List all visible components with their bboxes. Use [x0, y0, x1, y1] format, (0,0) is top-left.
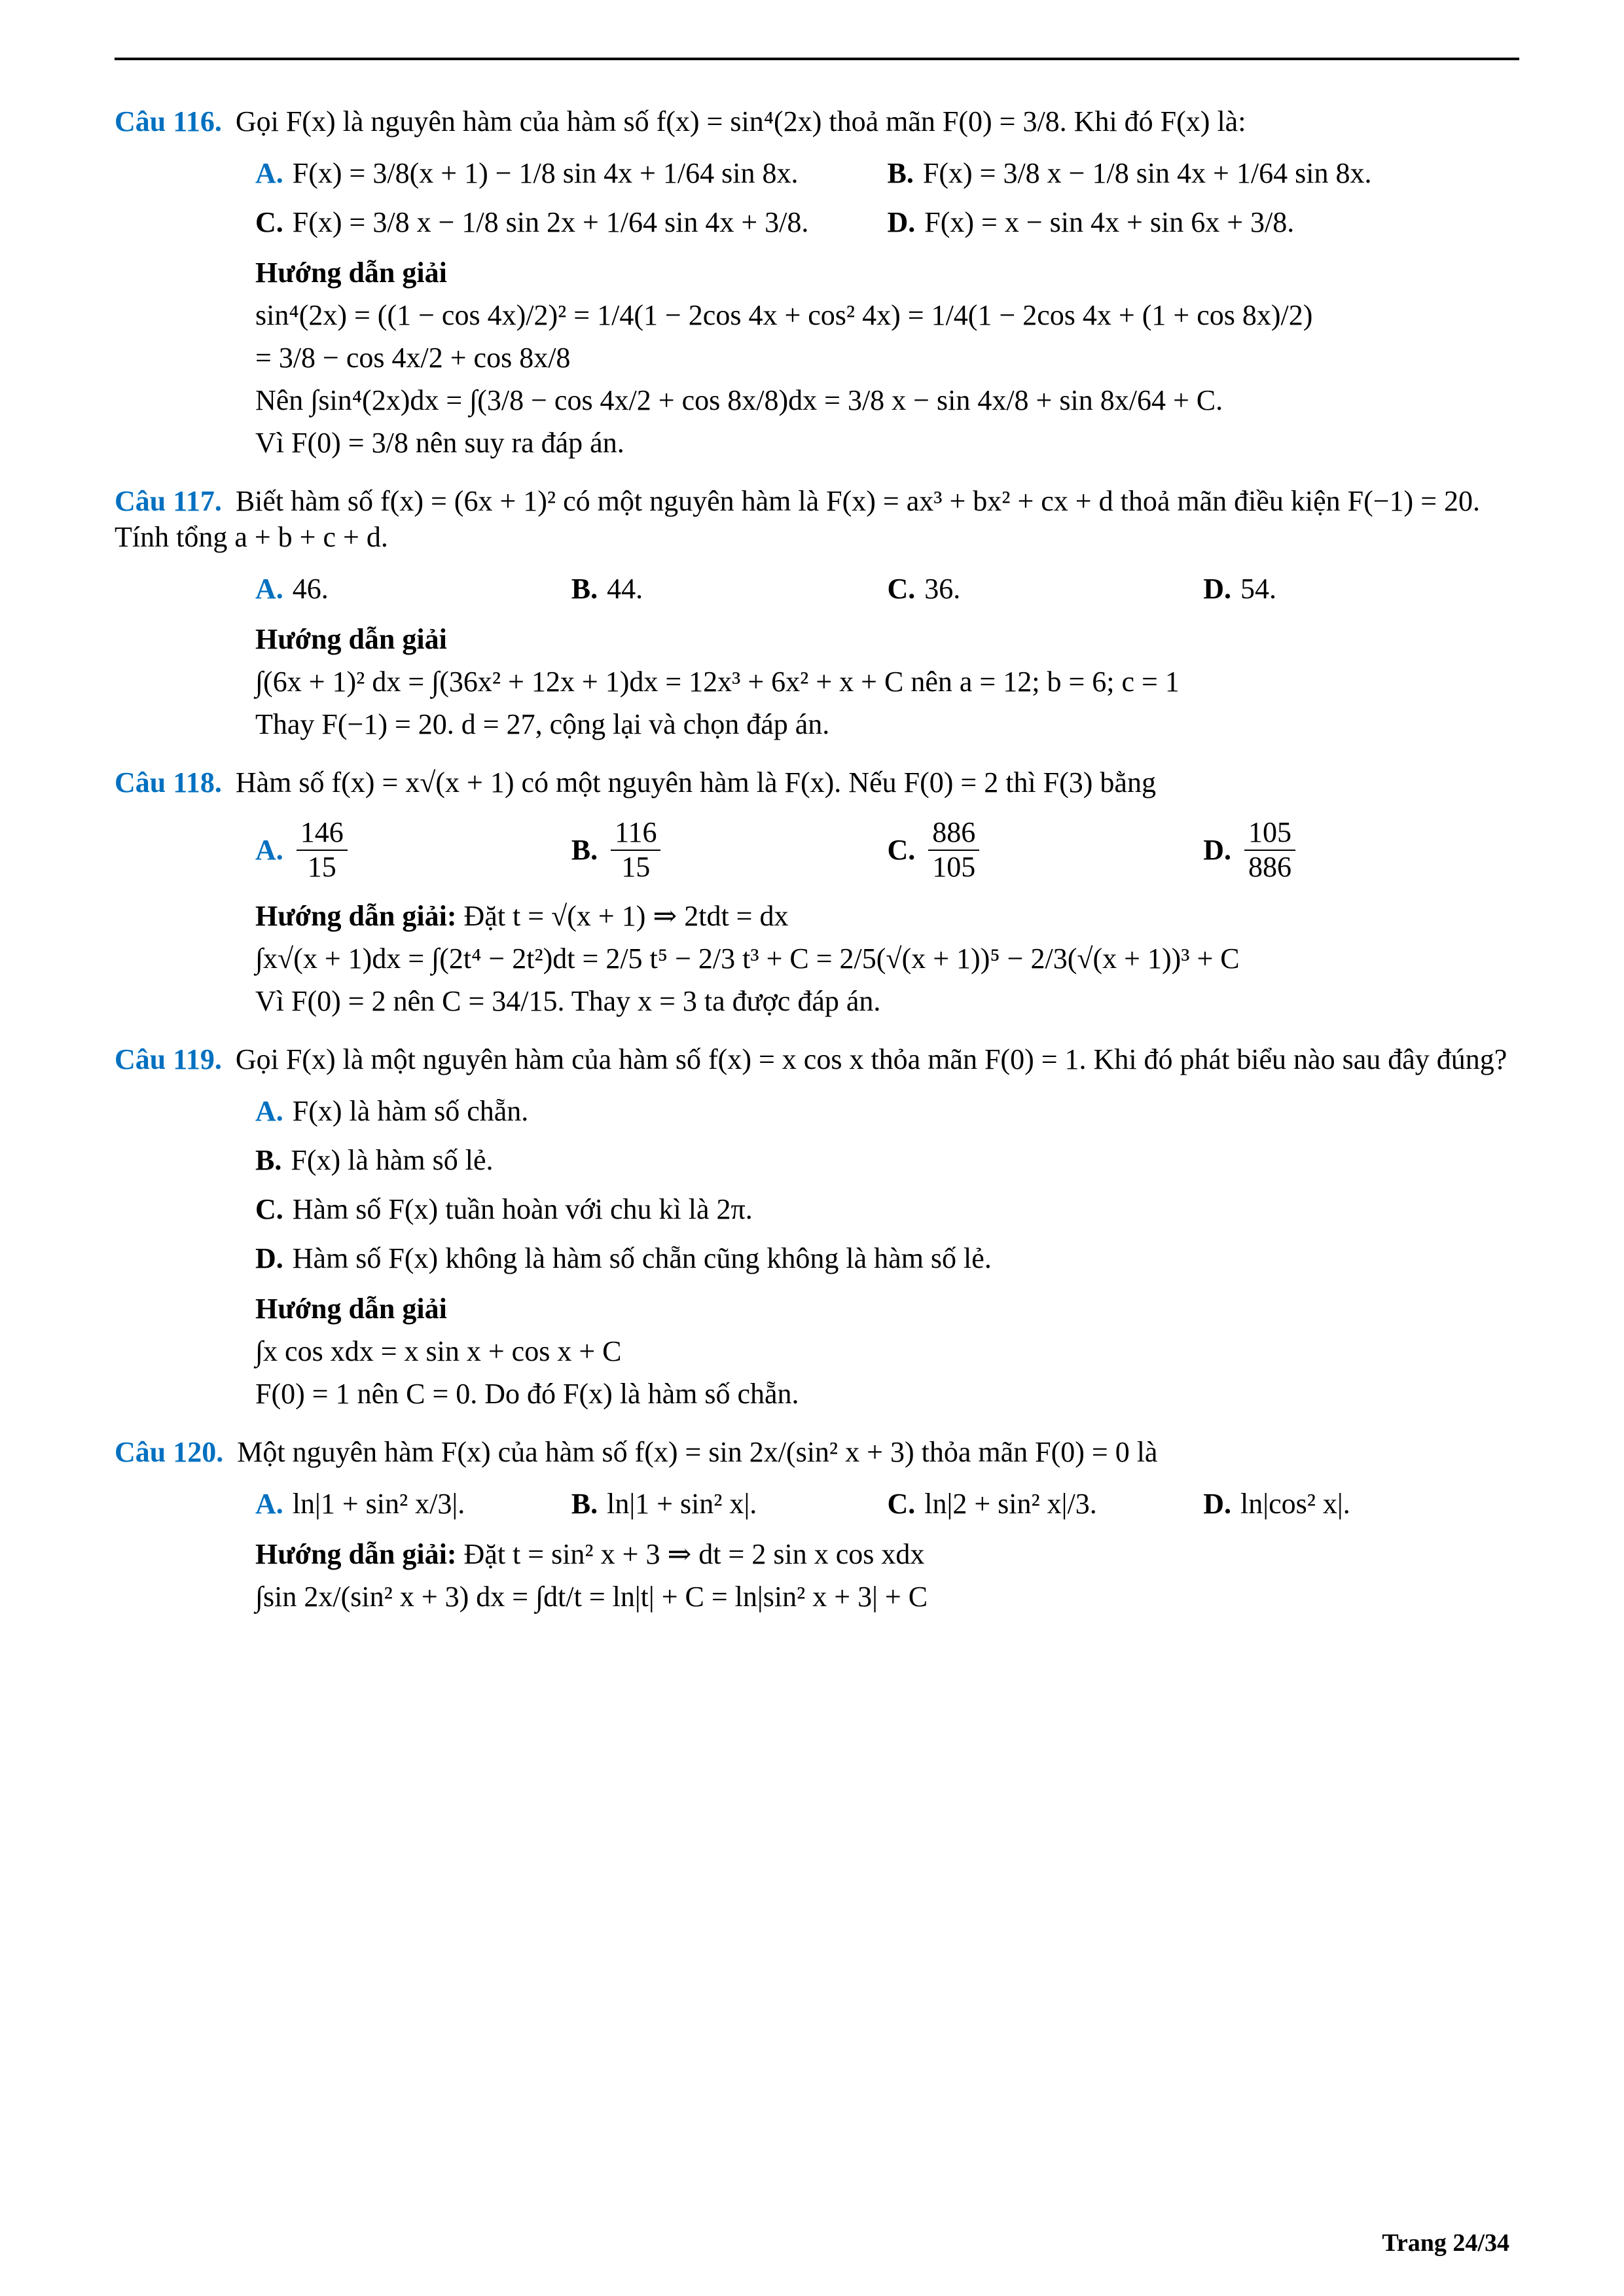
option-text: F(x) = 3/8 x − 1/8 sin 4x + 1/64 sin 8x.	[922, 157, 1372, 189]
option-label: D.	[255, 1242, 283, 1275]
page-number: Trang 24/34	[1382, 2229, 1509, 2257]
option-fraction	[611, 816, 660, 884]
top-rule	[115, 58, 1519, 60]
option-text: 54.	[1240, 573, 1277, 605]
question-title: Câu 120.	[115, 1436, 224, 1469]
option-label: B.	[571, 573, 598, 605]
option-label: D.	[1203, 834, 1232, 867]
question-stem: Biết hàm số f(x) = (6x + 1)² có một nguyên hàm là F(x) = ax³ + bx² + cx + d thoả mãn điều kiện F(−1) = 20. Tính tổng a + b + c + d.	[115, 485, 1481, 553]
question-stem: Gọi F(x) là một nguyên hàm của hàm số f(x) = x cos x thỏa mãn F(0) = 1. Khi đó phát biểu nào sau đây đúng?	[235, 1043, 1507, 1076]
question-title: Câu 119.	[115, 1043, 222, 1076]
option-text: F(x) = 3/8 x − 1/8 sin 2x + 1/64 sin 4x + 3/8.	[292, 206, 809, 238]
solution-heading: Hướng dẫn giải	[255, 1293, 447, 1325]
question-116	[115, 103, 1519, 139]
solution-line: sin⁴(2x) = ((1 − cos 4x)/2)² = 1/4(1 − 2cos 4x + cos² 4x) = 1/4(1 − 2cos 4x + (1 + cos 8x)/2)	[255, 299, 1313, 331]
solution-line: ∫x√(x + 1)dx = ∫(2t⁴ − 2t²)dt = 2/5 t⁵ − 2/3 t³ + C = 2/5(√(x + 1))⁵ − 2/3(√(x + 1))³ + C	[255, 942, 1240, 975]
solution-heading	[115, 898, 1519, 934]
solution-line: ∫sin 2x/(sin² x + 3) dx = ∫dt/t = ln|t| + C = ln|sin² x + 3| + C	[255, 1581, 928, 1613]
option-label: C.	[255, 1193, 283, 1226]
numerator: 105	[1244, 816, 1295, 851]
solution-line: Vì F(0) = 3/8 nên suy ra đáp án.	[255, 427, 624, 459]
question-title: Câu 116.	[115, 105, 222, 137]
option-text: ln|cos² x|.	[1240, 1488, 1350, 1520]
solution-line: Vì F(0) = 2 nên C = 34/15. Thay x = 3 ta được đáp án.	[255, 985, 881, 1018]
option-d[interactable]	[255, 1240, 1519, 1276]
option-b[interactable]	[571, 1486, 888, 1522]
option-c[interactable]	[255, 1191, 1519, 1227]
option-label: D.	[887, 206, 916, 238]
option-text: ln|2 + sin² x|/3.	[924, 1488, 1097, 1520]
option-label: A.	[255, 834, 283, 867]
numerator: 116	[611, 816, 660, 851]
question-120	[115, 1434, 1519, 1470]
option-text: Hàm số F(x) không là hàm số chẵn cũng không là hàm số lẻ.	[292, 1242, 992, 1275]
option-fraction	[928, 816, 979, 884]
option-label: C.	[887, 1488, 916, 1520]
option-text: ln|1 + sin² x/3|.	[292, 1488, 465, 1520]
solution-heading: Hướng dẫn giải	[255, 623, 447, 655]
question-118	[115, 764, 1519, 800]
answer-options	[115, 1479, 1519, 1528]
option-label: B.	[255, 1144, 282, 1177]
option-label: D.	[1203, 573, 1232, 605]
option-label: C.	[255, 206, 283, 238]
option-label: A.	[255, 157, 283, 189]
question-title: Câu 117.	[115, 485, 222, 517]
option-label: A.	[255, 573, 283, 605]
option-text: F(x) = x − sin 4x + sin 6x + 3/8.	[924, 206, 1295, 238]
option-label: C.	[887, 834, 916, 867]
option-label: A.	[255, 1488, 283, 1520]
option-a[interactable]	[255, 1486, 571, 1522]
solution-line: = 3/8 − cos 4x/2 + cos 8x/8	[255, 342, 571, 374]
solution-line: Thay F(−1) = 20. d = 27, cộng lại và chọn đáp án.	[255, 708, 830, 740]
solution-substitution: Đặt t = sin² x + 3 ⇒ dt = 2 sin x cos xdx	[463, 1538, 925, 1571]
numerator: 146	[297, 816, 348, 851]
question-stem: Gọi F(x) là nguyên hàm của hàm số f(x) = sin⁴(2x) thoả mãn F(0) = 3/8. Khi đó F(x) là:	[235, 105, 1246, 137]
option-a[interactable]	[255, 155, 888, 191]
document-page	[115, 92, 1519, 1615]
answer-options	[115, 1086, 1519, 1283]
option-a[interactable]	[255, 571, 571, 607]
option-c[interactable]	[888, 571, 1204, 607]
solution-heading	[115, 1536, 1519, 1572]
solution-line: ∫(6x + 1)² dx = ∫(36x² + 12x + 1)dx = 12x³ + 6x² + x + C nên a = 12; b = 6; c = 1	[255, 666, 1180, 698]
option-d[interactable]	[1203, 816, 1519, 884]
option-c[interactable]	[255, 204, 888, 240]
answer-options	[115, 564, 1519, 613]
option-d[interactable]	[1203, 1486, 1519, 1522]
option-d[interactable]	[888, 204, 1520, 240]
option-label: B.	[887, 157, 914, 189]
question-119	[115, 1041, 1519, 1077]
option-a[interactable]	[255, 1093, 1519, 1129]
solution-heading-label: Hướng dẫn giải:	[255, 1538, 457, 1571]
option-b[interactable]	[255, 1142, 1519, 1178]
solution-heading: Hướng dẫn giải	[255, 257, 447, 289]
solution-line: F(0) = 1 nên C = 0. Do đó F(x) là hàm số chẵn.	[255, 1378, 799, 1410]
option-c[interactable]	[888, 1486, 1204, 1522]
option-text: 44.	[607, 573, 643, 605]
option-label: C.	[887, 573, 916, 605]
question-stem: Hàm số f(x) = x√(x + 1) có một nguyên hàm là F(x). Nếu F(0) = 2 thì F(3) bằng	[235, 766, 1156, 798]
option-c[interactable]	[888, 816, 1204, 884]
solution-line: Nên ∫sin⁴(2x)dx = ∫(3/8 − cos 4x/2 + cos 8x/8)dx = 3/8 x − sin 4x/8 + sin 8x/64 + C.	[255, 384, 1223, 416]
option-b[interactable]	[571, 816, 888, 884]
option-fraction	[297, 816, 348, 884]
denominator: 886	[1248, 850, 1292, 883]
option-text: Hàm số F(x) tuần hoàn với chu kì là 2π.	[292, 1193, 753, 1226]
option-b[interactable]	[888, 155, 1520, 191]
denominator: 105	[932, 850, 976, 883]
question-117	[115, 483, 1519, 555]
option-text: F(x) là hàm số lẻ.	[291, 1144, 494, 1177]
option-a[interactable]	[255, 816, 571, 884]
answer-options	[115, 810, 1519, 890]
option-label: D.	[1203, 1488, 1232, 1520]
option-b[interactable]	[571, 571, 888, 607]
solution-substitution: Đặt t = √(x + 1) ⇒ 2tdt = dx	[463, 900, 789, 933]
option-label: B.	[571, 1488, 598, 1520]
question-title: Câu 118.	[115, 766, 222, 798]
option-text: F(x) là hàm số chẵn.	[292, 1095, 529, 1128]
denominator: 15	[621, 850, 651, 883]
option-text: 36.	[924, 573, 961, 605]
option-d[interactable]	[1203, 571, 1519, 607]
option-text: F(x) = 3/8(x + 1) − 1/8 sin 4x + 1/64 sin 8x.	[292, 157, 799, 189]
denominator: 15	[307, 850, 336, 883]
option-label: B.	[571, 834, 598, 867]
option-text: ln|1 + sin² x|.	[607, 1488, 757, 1520]
option-fraction	[1244, 816, 1295, 884]
numerator: 886	[928, 816, 979, 851]
question-stem: Một nguyên hàm F(x) của hàm số f(x) = sin 2x/(sin² x + 3) thỏa mãn F(0) = 0 là	[237, 1436, 1158, 1469]
option-text: 46.	[292, 573, 329, 605]
answer-options	[115, 149, 1519, 247]
option-label: A.	[255, 1095, 283, 1128]
solution-line: ∫x cos xdx = x sin x + cos x + C	[255, 1335, 622, 1368]
solution-heading-label: Hướng dẫn giải:	[255, 900, 457, 933]
